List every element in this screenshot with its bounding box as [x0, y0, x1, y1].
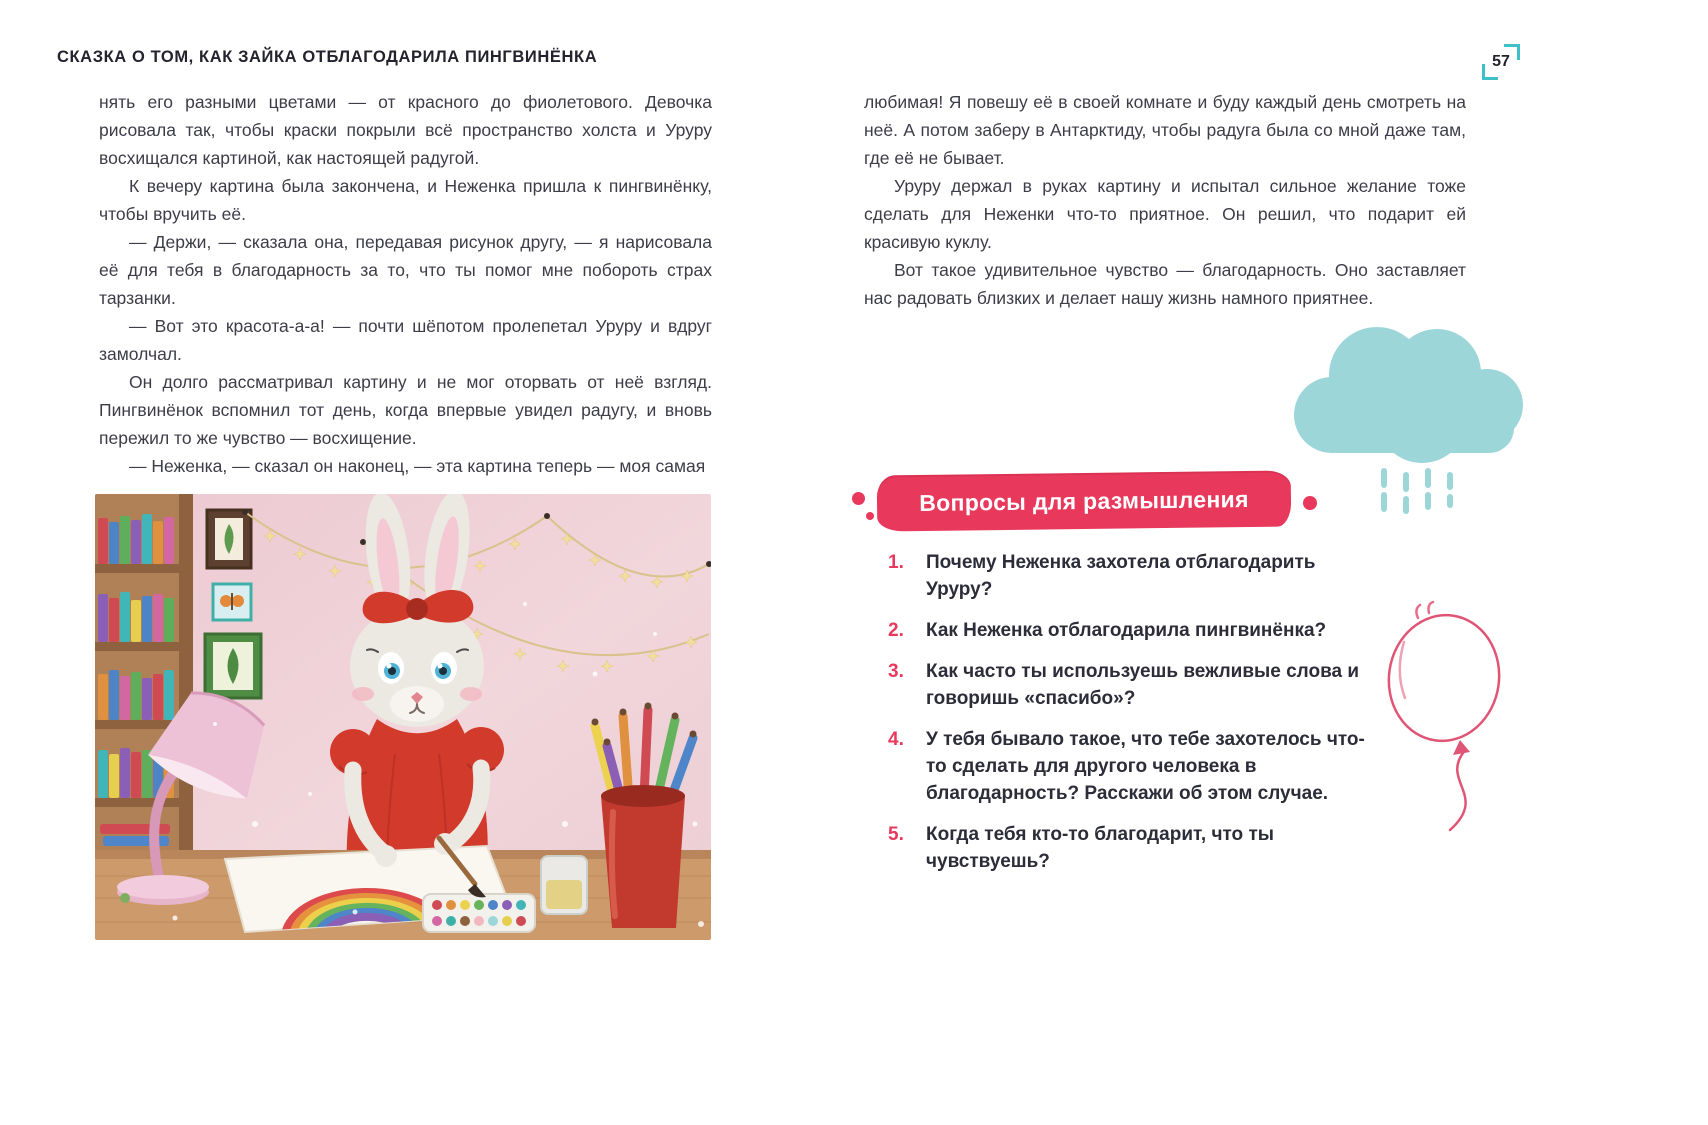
story-column-left: [99, 88, 712, 480]
question-number: 4.: [888, 729, 904, 750]
story-paragraph: Вот такое удивительное чувство — благодарность. Оно заставляет нас радовать близких и делает нашу жизнь намного приятнее.: [864, 260, 1466, 308]
question-number: 1.: [888, 552, 904, 573]
page-number: [1482, 44, 1520, 80]
decorative-dot: [866, 512, 874, 520]
question-item: [888, 549, 1388, 603]
rain-cloud-illustration: [1272, 303, 1540, 518]
question-text: Когда тебя кто-то благодарит, что ты чувствуешь?: [926, 824, 1274, 872]
story-paragraph: — Вот это красота-а-а! — почти шёпотом пролепетал Уруру и вдруг замолчал.: [99, 316, 712, 364]
story-paragraph: К вечеру картина была закончена, и Неженка пришла к пингвинёнку, чтобы вручить её.: [99, 176, 712, 224]
questions-list: [888, 549, 1388, 889]
running-header-title: СКАЗКА О ТОМ, КАК ЗАЙКА ОТБЛАГОДАРИЛА ПИНГВИНЁНКА: [57, 48, 598, 66]
water-glass: [541, 856, 587, 914]
rain-drops: [1384, 471, 1450, 511]
story-paragraph: Уруру держал в руках картину и испытал сильное желание тоже сделать для Неженки что-то приятное. Он решил, что подарит ей красивую куклу.: [864, 176, 1466, 252]
story-paragraph: любимая! Я повешу её в своей комнате и буду каждый день смотреть на неё. А потом заберу в Антарктиду, чтобы радуга была со мной даже там, где её не бывает.: [864, 92, 1466, 168]
question-number: 3.: [888, 661, 904, 682]
question-item: [888, 821, 1388, 875]
balloon-outline: [1381, 602, 1507, 830]
story-paragraph: Он долго рассматривал картину и не мог оторвать от неё взгляд. Пингвинёнок вспомнил тот день, когда впервые увидел радугу, и вновь пережил то же чувство — восхищение.: [99, 372, 712, 448]
story-paragraph: — Держи, — сказала она, передавая рисунок другу, — я нарисовала её для тебя в благодарность за то, что ты помог мне побороть страх тарзанки.: [99, 232, 712, 308]
paint-box: [423, 894, 535, 932]
page-number-value: 57: [1492, 53, 1510, 70]
question-text: Как часто ты используешь вежливые слова и говоришь «спасибо»?: [926, 661, 1360, 709]
question-item: [888, 658, 1388, 712]
question-text: Почему Неженка захотела отблагодарить Уруру?: [926, 552, 1316, 600]
questions-banner: [877, 470, 1292, 531]
question-number: 2.: [888, 620, 904, 641]
question-text: Как Неженка отблагодарила пингвинёнка?: [926, 620, 1327, 641]
question-number: 5.: [888, 824, 904, 845]
decorative-dot: [852, 492, 865, 505]
decorative-dot: [1303, 496, 1317, 510]
question-item: [888, 726, 1388, 807]
bunny-painting-illustration: [95, 494, 711, 940]
cloud-body: [1294, 327, 1523, 463]
story-column-right: [864, 88, 1466, 312]
story-paragraph: нять его разными цветами — от красного до фиолетового. Девочка рисовала так, чтобы краски покрыли всё пространство холста и Уруру восхищался картиной, как настоящей радугой.: [99, 92, 712, 168]
questions-banner-title: Вопросы для размышления: [919, 485, 1249, 516]
question-item: [888, 617, 1388, 644]
question-text: У тебя бывало такое, что тебе захотелось что-то сделать для другого человека в благодарность? Расскажи об этом случае.: [926, 729, 1365, 804]
balloon-sketch-illustration: [1372, 600, 1522, 835]
bookshelf: [95, 494, 193, 856]
story-paragraph: — Неженка, — сказал он наконец, — эта картина теперь — моя самая: [129, 456, 706, 476]
